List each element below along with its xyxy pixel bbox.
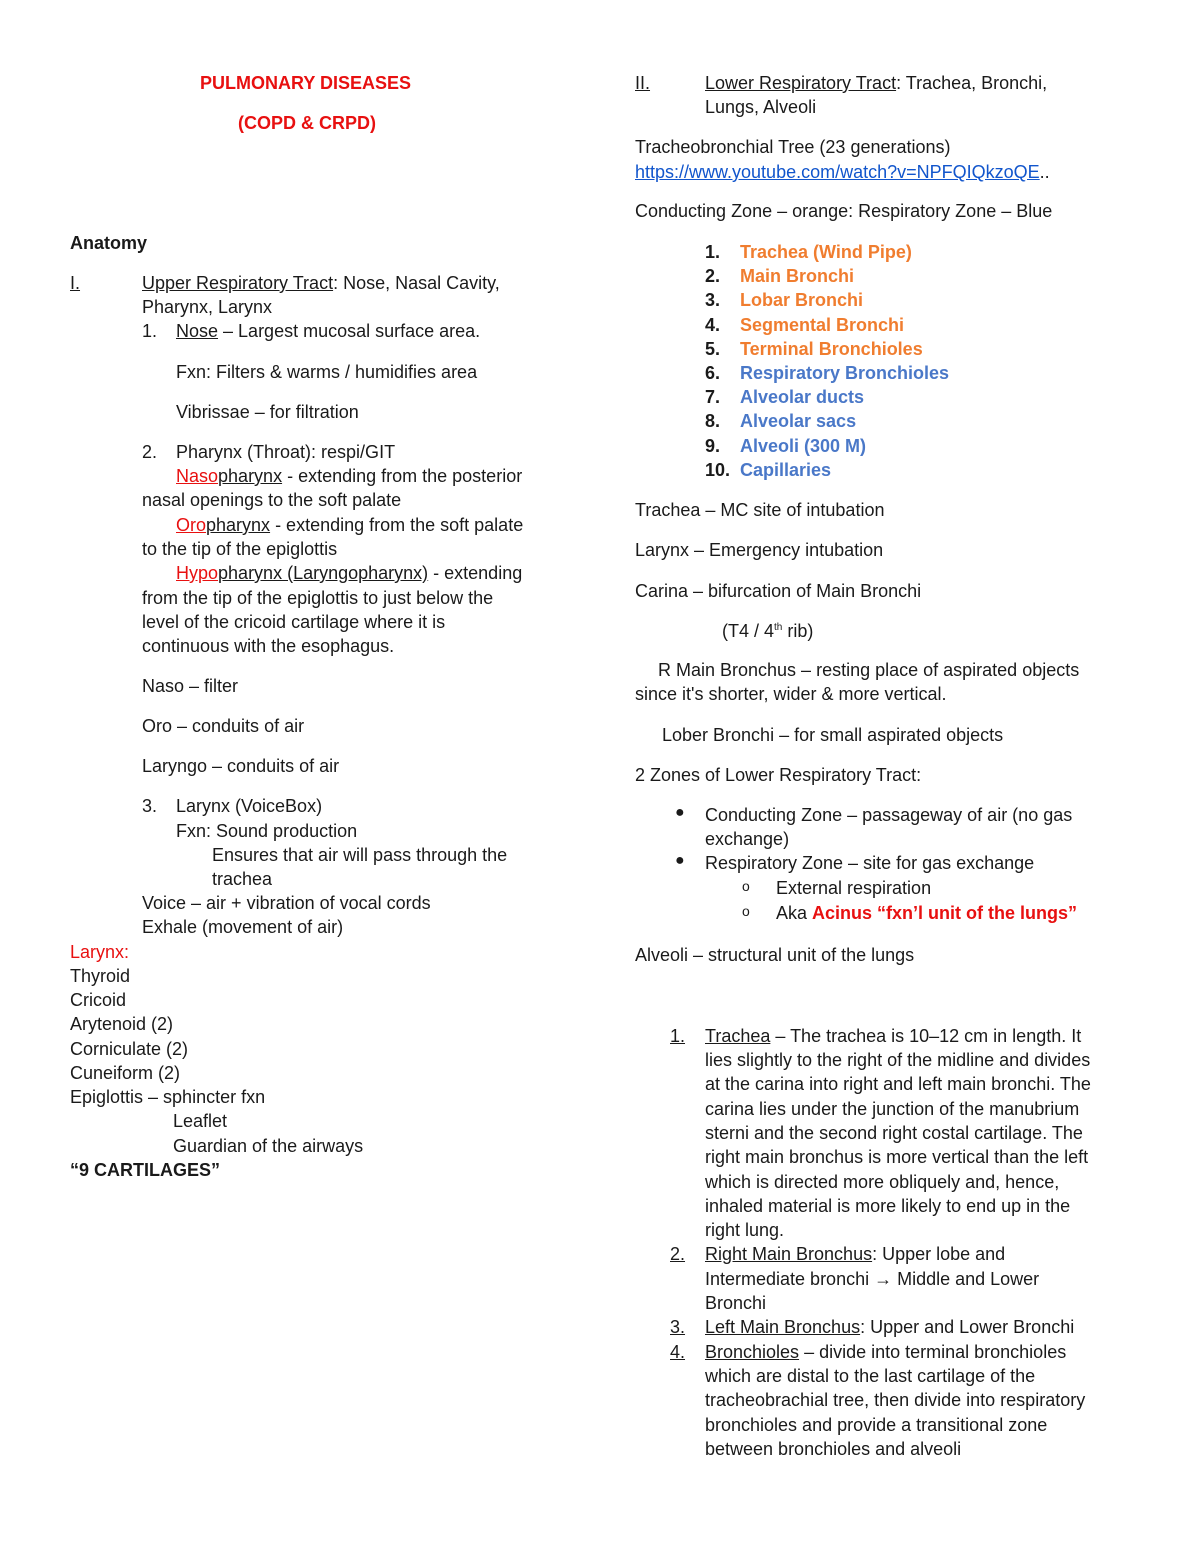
detail-3-label: Left Main Bronchus	[705, 1317, 861, 1337]
detail-3-rest: : Upper and Lower Bronchi	[860, 1317, 1075, 1337]
larynx-emergency: Larynx – Emergency intubation	[635, 540, 884, 560]
generation-item	[705, 338, 923, 360]
naso-rest-2: nasal openings to the soft palate	[142, 490, 402, 510]
generation-number: 2.	[705, 266, 721, 287]
upper-tract-heading	[70, 272, 500, 294]
detail-1-line: which is directed more obliquely and, hence,	[705, 1172, 1060, 1192]
detail-4-line: – divide into terminal bronchioles	[799, 1342, 1067, 1362]
tracheobronchial-tree: Tracheobronchial Tree (23 generations)	[635, 137, 951, 157]
hypo-rest: - extending	[428, 563, 523, 583]
larynx-ensures-2: trachea	[212, 869, 273, 889]
generation-label: Trachea (Wind Pipe)	[740, 242, 912, 262]
larynx-text: Larynx (VoiceBox)	[176, 796, 323, 816]
zone-color-legend: Conducting Zone – orange: Respiratory Zone – Blue	[635, 201, 1053, 221]
generation-label: Respiratory Bronchioles	[740, 363, 950, 383]
hypo-rest-3: level of the cricoid cartilage where it is	[142, 612, 446, 632]
detail-right-main-bronchus	[670, 1243, 1005, 1265]
carina-level	[722, 620, 813, 642]
detail-4-num: 4.	[670, 1342, 686, 1362]
detail-1-line: right lung.	[705, 1220, 785, 1240]
detail-2-line: : Upper lobe and	[872, 1244, 1006, 1264]
nose-item	[142, 320, 480, 342]
detail-left-main-bronchus	[670, 1316, 1074, 1338]
naso-prefix: Naso	[176, 466, 219, 486]
detail-1-line: inhaled material is more likely to end up in the	[705, 1196, 1071, 1216]
epiglottis-leaflet: Leaflet	[173, 1111, 228, 1131]
detail-4-line: which are distal to the last cartilage of the	[705, 1366, 1036, 1386]
respiratory-zone: Respiratory Zone – site for gas exchange	[705, 853, 1035, 873]
generation-item	[705, 435, 866, 457]
alveoli-structural: Alveoli – structural unit of the lungs	[635, 945, 915, 965]
upper-tract-label: Upper Respiratory Tract	[142, 273, 334, 293]
video-link-line	[635, 161, 1050, 183]
detail-4-line: tracheobrachial tree, then divide into respiratory	[705, 1390, 1086, 1410]
lober-bronchi: Lober Bronchi – for small aspirated objects	[662, 725, 1004, 745]
detail-2-label: Right Main Bronchus	[705, 1244, 873, 1264]
detail-4-line: between bronchioles and alveoli	[705, 1439, 962, 1459]
hypo-prefix: Hypo	[176, 563, 219, 583]
generation-label: Lobar Bronchi	[740, 290, 864, 311]
conducting-zone: Conducting Zone – passageway of air (no gas	[705, 805, 1073, 825]
upper-tract-num: I.	[70, 273, 81, 293]
detail-1-label: Trachea	[705, 1026, 771, 1046]
cartilage-item: Epiglottis – sphincter fxn	[70, 1087, 266, 1107]
detail-2-line: Bronchi	[705, 1293, 767, 1313]
naso-filter: Naso – filter	[142, 676, 239, 696]
generation-number: 6.	[705, 363, 721, 383]
hypo-rest-2: from the tip of the epiglottis to just below the	[142, 588, 494, 608]
detail-2-line: Intermediate bronchi → Middle and Lower	[705, 1269, 1040, 1289]
hypopharynx-line	[176, 562, 522, 584]
generation-item	[705, 265, 854, 287]
detail-4-line: bronchioles and provide a transitional zone	[705, 1415, 1048, 1435]
generation-label: Capillaries	[740, 459, 832, 480]
oro-suffix: pharynx	[206, 515, 271, 535]
larynx-heading: Larynx:	[70, 942, 130, 962]
oro-prefix: Oro	[176, 515, 207, 535]
generation-item	[705, 459, 831, 481]
conducting-zone-2: exchange)	[705, 829, 790, 849]
epiglottis-guardian: Guardian of the airways	[173, 1136, 364, 1156]
nine-cartilages: “9 CARTILAGES”	[70, 1160, 221, 1180]
larynx-num: 3.	[142, 796, 158, 816]
oro-rest: - extending from the soft palate	[270, 515, 524, 535]
document-subtitle: (COPD & CRPD)	[238, 113, 376, 133]
exhale-line: Exhale (movement of air)	[142, 917, 344, 937]
generation-item	[705, 241, 912, 263]
detail-1-line: carina lies under the junction of the manubrium	[705, 1099, 1080, 1119]
acinus-line	[776, 902, 1077, 924]
generation-label: Alveoli (300 M)	[740, 435, 867, 456]
larynx-item	[142, 795, 322, 817]
generation-number: 9.	[705, 435, 721, 456]
generation-label: Terminal Bronchioles	[740, 338, 923, 359]
youtube-link[interactable]: https://www.youtube.com/watch?v=NPFQIQkzoQE	[635, 162, 1040, 182]
nasopharynx-line	[176, 465, 522, 487]
bullet-dot-icon: ●	[675, 852, 685, 869]
pharynx-num: 2.	[142, 442, 158, 462]
detail-1-line: sterni and the second right costal cartilage. The	[705, 1123, 1083, 1143]
pharynx-text: Pharynx (Throat): respi/GIT	[176, 442, 396, 462]
t4-suffix: rib)	[782, 621, 814, 641]
generation-number: 5.	[705, 338, 721, 359]
sub-bullet-circle-icon: o	[742, 903, 750, 919]
oro-conduits: Oro – conduits of air	[142, 716, 305, 736]
acinus-highlight: Acinus “fxn’l unit of the lungs”	[812, 903, 1078, 923]
generation-label: Segmental Bronchi	[740, 314, 905, 335]
generation-number: 4.	[705, 314, 721, 335]
hypo-rest-4: continuous with the esophagus.	[142, 636, 395, 656]
generation-number: 10.	[705, 459, 731, 480]
detail-trachea	[670, 1025, 1081, 1047]
external-respiration: External respiration	[776, 878, 932, 898]
cartilage-item: Arytenoid (2)	[70, 1014, 174, 1034]
anatomy-heading: Anatomy	[70, 233, 148, 253]
generation-item	[705, 289, 863, 311]
generation-label: Main Bronchi	[740, 266, 855, 287]
lower-tract-label: Lower Respiratory Tract	[705, 73, 897, 93]
document-title: PULMONARY DISEASES	[200, 73, 412, 93]
bullet-dot-icon: ●	[675, 804, 685, 821]
trachea-mc: Trachea – MC site of intubation	[635, 500, 885, 520]
detail-1-line: lies slightly to the right of the midline and divides	[705, 1050, 1091, 1070]
detail-1-num: 1.	[670, 1026, 686, 1046]
detail-4-label: Bronchioles	[705, 1342, 800, 1362]
detail-1-line: – The trachea is 10–12 cm in length. It	[770, 1026, 1082, 1046]
cartilage-item: Cuneiform (2)	[70, 1063, 181, 1083]
detail-1-line: right main bronchus is more vertical than the left	[705, 1147, 1089, 1167]
hypo-suffix: pharynx (Laryngopharynx)	[218, 563, 429, 583]
upper-tract-rest: : Nose, Nasal Cavity,	[333, 273, 500, 293]
laryngo-conduits: Laryngo – conduits of air	[142, 756, 340, 776]
larynx-fxn: Fxn: Sound production	[176, 821, 358, 841]
generation-label: Alveolar ducts	[740, 387, 865, 408]
carina-line: Carina – bifurcation of Main Bronchi	[635, 581, 922, 601]
generation-number: 7.	[705, 387, 721, 408]
cartilage-item: Cricoid	[70, 990, 127, 1010]
generation-number: 8.	[705, 411, 721, 432]
detail-2-num: 2.	[670, 1244, 686, 1264]
generation-number: 3.	[705, 290, 721, 311]
nose-rest: – Largest mucosal surface area.	[218, 321, 481, 341]
t4-prefix: (T4 / 4	[722, 621, 775, 641]
lower-tract-rest: : Trachea, Bronchi,	[896, 73, 1048, 93]
detail-bronchioles	[670, 1341, 1066, 1363]
t4-superscript: th	[774, 622, 783, 633]
generation-item	[705, 386, 864, 408]
sub-bullet-circle-icon: o	[742, 878, 750, 894]
larynx-ensures: Ensures that air will pass through the	[212, 845, 508, 865]
lower-tract-heading	[635, 72, 1047, 94]
lower-tract-num: II.	[635, 73, 651, 93]
youtube-link-tail: ..	[1039, 162, 1050, 182]
two-zones-heading: 2 Zones of Lower Respiratory Tract:	[635, 765, 922, 785]
right-main-bronchus: R Main Bronchus – resting place of aspirated objects	[658, 660, 1080, 680]
nose-label: Nose	[176, 321, 219, 341]
naso-rest: - extending from the posterior	[282, 466, 523, 486]
detail-3-num: 3.	[670, 1317, 686, 1337]
generation-label: Alveolar sacs	[740, 411, 857, 432]
lower-tract-rest-2: Lungs, Alveoli	[705, 97, 817, 117]
naso-suffix: pharynx	[218, 466, 283, 486]
voice-line: Voice – air + vibration of vocal cords	[142, 893, 431, 913]
detail-1-line: at the carina into right and left main bronchi. The	[705, 1074, 1091, 1094]
aka-label: Aka	[776, 903, 813, 923]
generation-item	[705, 362, 949, 384]
oro-rest-2: to the tip of the epiglottis	[142, 539, 338, 559]
generation-number: 1.	[705, 242, 721, 262]
pharynx-item	[142, 441, 395, 463]
nose-fxn: Fxn: Filters & warms / humidifies area	[176, 362, 478, 382]
nose-num: 1.	[142, 321, 158, 341]
generation-item	[705, 314, 904, 336]
oropharynx-line	[176, 514, 523, 536]
cartilage-item: Thyroid	[70, 966, 131, 986]
nose-vibrissae: Vibrissae – for filtration	[176, 402, 359, 422]
upper-tract-rest-2: Pharynx, Larynx	[142, 297, 273, 317]
right-main-bronchus-2: since it's shorter, wider & more vertical.	[635, 684, 947, 704]
generation-item	[705, 410, 856, 432]
cartilage-item: Corniculate (2)	[70, 1039, 189, 1059]
